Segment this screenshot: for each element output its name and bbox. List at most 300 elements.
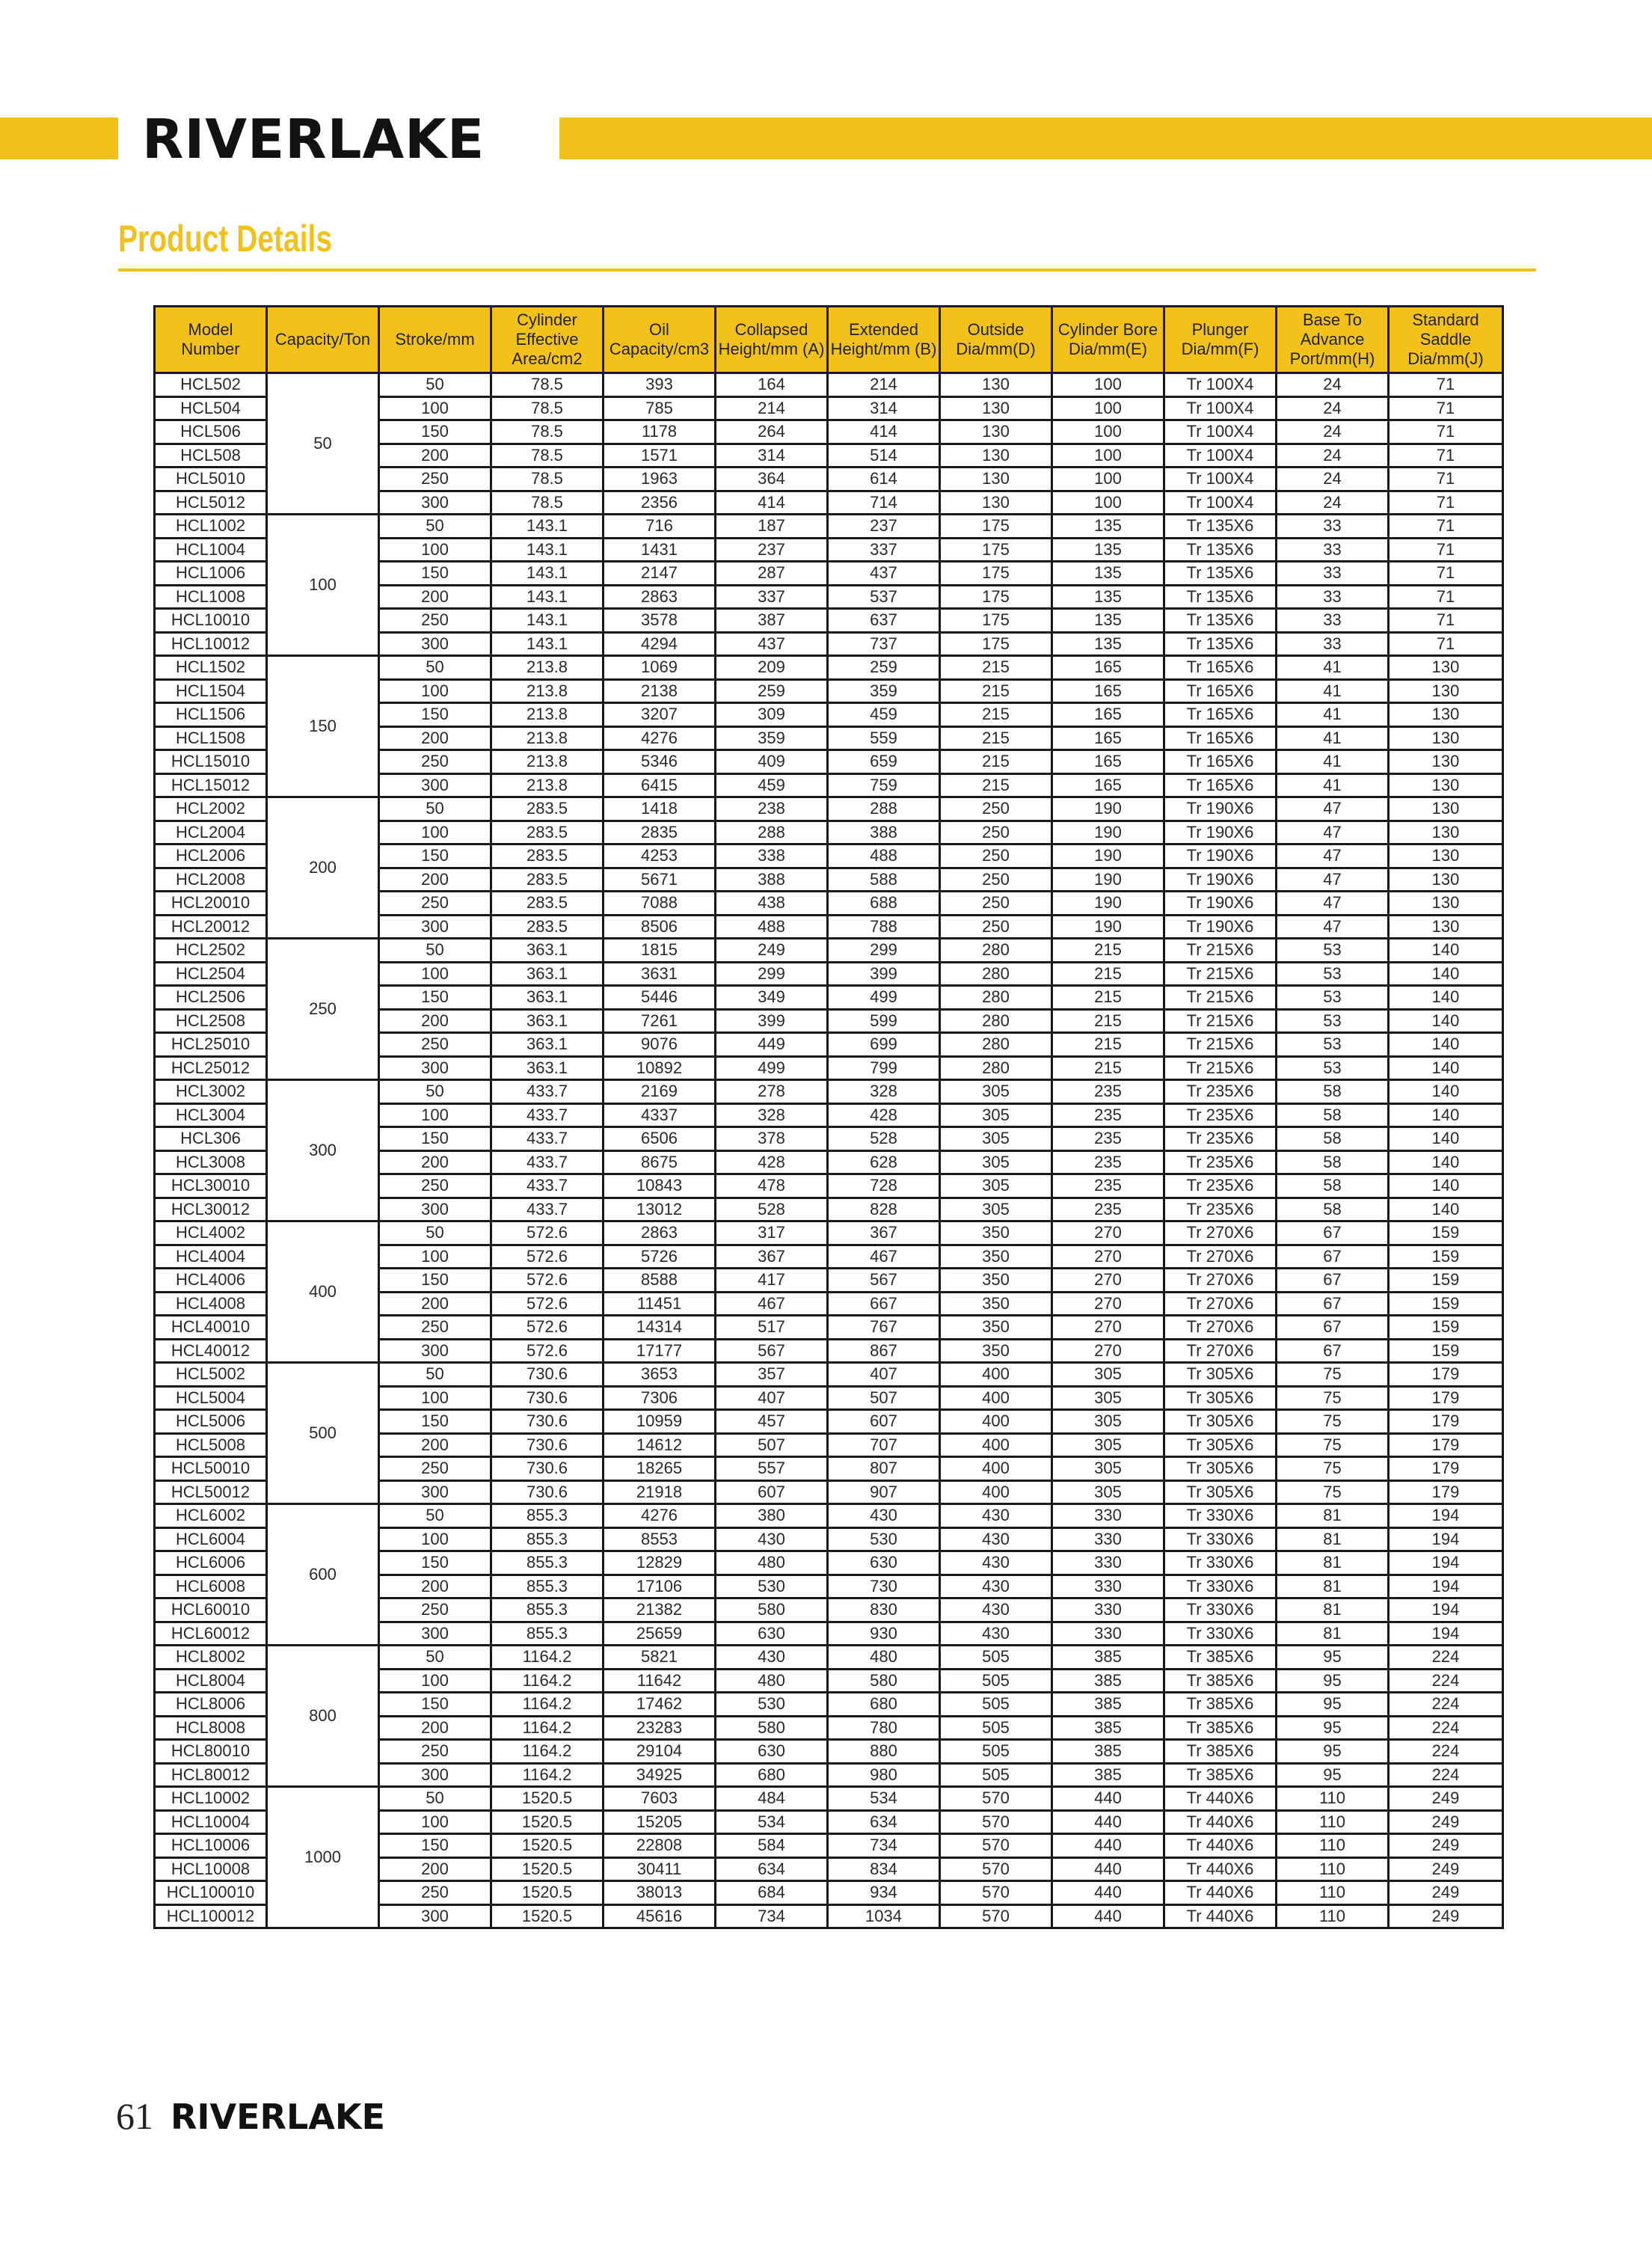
cell-capacity: 50	[267, 373, 379, 515]
cell-collapsed-height: 214	[716, 396, 828, 420]
cell-base-to-port: 24	[1277, 491, 1389, 515]
cell-oil-capacity: 11451	[604, 1292, 716, 1316]
cell-saddle-dia: 130	[1389, 656, 1503, 680]
cell-outside-dia: 130	[940, 491, 1052, 515]
cell-base-to-port: 81	[1277, 1598, 1389, 1622]
cell-outside-dia: 280	[940, 939, 1052, 963]
cell-plunger-dia: Tr 165X6	[1164, 656, 1277, 680]
cell-effective-area: 572.6	[491, 1221, 604, 1245]
cell-outside-dia: 430	[940, 1575, 1052, 1598]
cell-extended-height: 659	[828, 750, 940, 774]
cell-bore-dia: 165	[1052, 679, 1164, 703]
cell-outside-dia: 505	[940, 1646, 1052, 1670]
cell-base-to-port: 47	[1277, 915, 1389, 939]
cell-collapsed-height: 457	[716, 1410, 828, 1434]
cell-outside-dia: 430	[940, 1527, 1052, 1551]
cell-model-number: HCL1502	[155, 656, 267, 680]
cell-saddle-dia: 224	[1389, 1669, 1503, 1693]
table-row	[155, 515, 1503, 539]
cell-bore-dia: 215	[1052, 1009, 1164, 1033]
cell-extended-height: 828	[828, 1198, 940, 1221]
cell-model-number: HCL1004	[155, 538, 267, 562]
cell-collapsed-height: 278	[716, 1080, 828, 1104]
cell-stroke: 150	[379, 1127, 491, 1151]
cell-bore-dia: 165	[1052, 703, 1164, 727]
cell-plunger-dia: Tr 385X6	[1164, 1716, 1277, 1740]
cell-plunger-dia: Tr 235X6	[1164, 1150, 1277, 1174]
cell-model-number: HCL502	[155, 373, 267, 397]
cell-base-to-port: 24	[1277, 373, 1389, 397]
cell-saddle-dia: 130	[1389, 703, 1503, 727]
cell-effective-area: 78.5	[491, 491, 604, 515]
cell-plunger-dia: Tr 330X6	[1164, 1575, 1277, 1598]
cell-oil-capacity: 14612	[604, 1433, 716, 1457]
cell-collapsed-height: 407	[716, 1386, 828, 1410]
cell-base-to-port: 67	[1277, 1221, 1389, 1245]
cell-base-to-port: 67	[1277, 1245, 1389, 1269]
cell-oil-capacity: 716	[604, 515, 716, 539]
cell-oil-capacity: 25659	[604, 1622, 716, 1646]
cell-bore-dia: 385	[1052, 1740, 1164, 1764]
cell-extended-height: 628	[828, 1150, 940, 1174]
cell-model-number: HCL60012	[155, 1622, 267, 1646]
cell-collapsed-height: 388	[716, 868, 828, 892]
cell-bore-dia: 385	[1052, 1669, 1164, 1693]
cell-collapsed-height: 459	[716, 773, 828, 797]
cell-effective-area: 1520.5	[491, 1904, 604, 1928]
cell-stroke: 150	[379, 844, 491, 868]
cell-extended-height: 680	[828, 1693, 940, 1717]
cell-oil-capacity: 4337	[604, 1103, 716, 1127]
cell-collapsed-height: 528	[716, 1198, 828, 1221]
cell-saddle-dia: 71	[1389, 632, 1503, 656]
cell-outside-dia: 215	[940, 773, 1052, 797]
cell-collapsed-height: 287	[716, 562, 828, 586]
cell-extended-height: 637	[828, 609, 940, 633]
cell-saddle-dia: 71	[1389, 538, 1503, 562]
cell-saddle-dia: 159	[1389, 1316, 1503, 1340]
table-header-row	[155, 307, 1503, 373]
cell-outside-dia: 280	[940, 1033, 1052, 1057]
cell-effective-area: 730.6	[491, 1457, 604, 1481]
cell-plunger-dia: Tr 385X6	[1164, 1693, 1277, 1717]
cell-collapsed-height: 734	[716, 1904, 828, 1928]
cell-extended-height: 634	[828, 1810, 940, 1834]
cell-effective-area: 572.6	[491, 1245, 604, 1269]
cell-capacity: 400	[267, 1221, 379, 1363]
cell-saddle-dia: 249	[1389, 1857, 1503, 1881]
cell-base-to-port: 110	[1277, 1857, 1389, 1881]
cell-extended-height: 459	[828, 703, 940, 727]
cell-base-to-port: 95	[1277, 1740, 1389, 1764]
cell-base-to-port: 33	[1277, 609, 1389, 633]
cell-extended-height: 367	[828, 1221, 940, 1245]
cell-base-to-port: 75	[1277, 1363, 1389, 1387]
cell-bore-dia: 190	[1052, 821, 1164, 844]
cell-outside-dia: 280	[940, 986, 1052, 1010]
table-row	[155, 1221, 1503, 1245]
cell-model-number: HCL10010	[155, 609, 267, 633]
cell-oil-capacity: 1571	[604, 444, 716, 468]
cell-outside-dia: 280	[940, 962, 1052, 986]
cell-extended-height: 688	[828, 892, 940, 916]
cell-outside-dia: 505	[940, 1740, 1052, 1764]
cell-stroke: 300	[379, 1904, 491, 1928]
cell-outside-dia: 570	[940, 1904, 1052, 1928]
cell-saddle-dia: 140	[1389, 1150, 1503, 1174]
cell-bore-dia: 100	[1052, 420, 1164, 444]
cell-stroke: 250	[379, 750, 491, 774]
cell-effective-area: 1164.2	[491, 1716, 604, 1740]
cell-stroke: 100	[379, 1527, 491, 1551]
cell-collapsed-height: 309	[716, 703, 828, 727]
product-spec-table	[153, 305, 1504, 1929]
cell-model-number: HCL2008	[155, 868, 267, 892]
cell-collapsed-height: 409	[716, 750, 828, 774]
cell-oil-capacity: 21382	[604, 1598, 716, 1622]
cell-model-number: HCL25012	[155, 1056, 267, 1080]
cell-outside-dia: 215	[940, 750, 1052, 774]
cell-bore-dia: 440	[1052, 1881, 1164, 1905]
header-accent-bar-left	[0, 117, 118, 159]
cell-effective-area: 855.3	[491, 1598, 604, 1622]
cell-effective-area: 572.6	[491, 1292, 604, 1316]
cell-outside-dia: 130	[940, 420, 1052, 444]
cell-collapsed-height: 209	[716, 656, 828, 680]
cell-plunger-dia: Tr 235X6	[1164, 1127, 1277, 1151]
cell-collapsed-height: 317	[716, 1221, 828, 1245]
cell-oil-capacity: 3578	[604, 609, 716, 633]
cell-model-number: HCL8008	[155, 1716, 267, 1740]
cell-saddle-dia: 140	[1389, 1080, 1503, 1104]
cell-saddle-dia: 140	[1389, 962, 1503, 986]
cell-plunger-dia: Tr 235X6	[1164, 1080, 1277, 1104]
cell-model-number: HCL15010	[155, 750, 267, 774]
cell-stroke: 150	[379, 1834, 491, 1858]
cell-bore-dia: 215	[1052, 962, 1164, 986]
cell-saddle-dia: 179	[1389, 1386, 1503, 1410]
cell-effective-area: 1164.2	[491, 1669, 604, 1693]
cell-model-number: HCL2504	[155, 962, 267, 986]
cell-effective-area: 1164.2	[491, 1740, 604, 1764]
cell-saddle-dia: 71	[1389, 609, 1503, 633]
cell-stroke: 250	[379, 1033, 491, 1057]
cell-saddle-dia: 159	[1389, 1292, 1503, 1316]
cell-stroke: 300	[379, 632, 491, 656]
cell-effective-area: 855.3	[491, 1622, 604, 1646]
cell-stroke: 300	[379, 1622, 491, 1646]
cell-stroke: 150	[379, 1269, 491, 1293]
cell-plunger-dia: Tr 165X6	[1164, 773, 1277, 797]
cell-outside-dia: 570	[940, 1834, 1052, 1858]
cell-extended-height: 567	[828, 1269, 940, 1293]
cell-bore-dia: 235	[1052, 1103, 1164, 1127]
cell-plunger-dia: Tr 215X6	[1164, 986, 1277, 1010]
cell-extended-height: 288	[828, 797, 940, 821]
cell-extended-height: 328	[828, 1080, 940, 1104]
cell-plunger-dia: Tr 270X6	[1164, 1316, 1277, 1340]
cell-extended-height: 880	[828, 1740, 940, 1764]
cell-oil-capacity: 3207	[604, 703, 716, 727]
cell-bore-dia: 135	[1052, 538, 1164, 562]
cell-bore-dia: 100	[1052, 444, 1164, 468]
cell-outside-dia: 305	[940, 1174, 1052, 1198]
cell-model-number: HCL8004	[155, 1669, 267, 1693]
cell-extended-height: 388	[828, 821, 940, 844]
cell-stroke: 100	[379, 821, 491, 844]
cell-outside-dia: 250	[940, 797, 1052, 821]
cell-plunger-dia: Tr 190X6	[1164, 868, 1277, 892]
cell-base-to-port: 110	[1277, 1787, 1389, 1811]
cell-oil-capacity: 3631	[604, 962, 716, 986]
cell-extended-height: 559	[828, 726, 940, 750]
cell-collapsed-height: 378	[716, 1127, 828, 1151]
cell-base-to-port: 53	[1277, 939, 1389, 963]
cell-base-to-port: 95	[1277, 1763, 1389, 1787]
cell-oil-capacity: 13012	[604, 1198, 716, 1221]
cell-stroke: 200	[379, 585, 491, 609]
cell-stroke: 200	[379, 1150, 491, 1174]
cell-bore-dia: 100	[1052, 491, 1164, 515]
cell-stroke: 50	[379, 515, 491, 539]
cell-saddle-dia: 179	[1389, 1457, 1503, 1481]
cell-plunger-dia: Tr 135X6	[1164, 515, 1277, 539]
cell-effective-area: 730.6	[491, 1480, 604, 1504]
cell-collapsed-height: 478	[716, 1174, 828, 1198]
cell-oil-capacity: 30411	[604, 1857, 716, 1881]
cell-model-number: HCL6006	[155, 1551, 267, 1575]
cell-model-number: HCL20010	[155, 892, 267, 916]
cell-plunger-dia: Tr 385X6	[1164, 1763, 1277, 1787]
cell-oil-capacity: 5346	[604, 750, 716, 774]
cell-effective-area: 1164.2	[491, 1646, 604, 1670]
cell-bore-dia: 385	[1052, 1716, 1164, 1740]
cell-extended-height: 799	[828, 1056, 940, 1080]
cell-stroke: 50	[379, 1080, 491, 1104]
cell-stroke: 50	[379, 373, 491, 397]
cell-model-number: HCL15012	[155, 773, 267, 797]
cell-bore-dia: 440	[1052, 1857, 1164, 1881]
cell-effective-area: 143.1	[491, 585, 604, 609]
cell-effective-area: 213.8	[491, 750, 604, 774]
cell-stroke: 300	[379, 1339, 491, 1363]
cell-effective-area: 363.1	[491, 1033, 604, 1057]
cell-bore-dia: 215	[1052, 939, 1164, 963]
cell-saddle-dia: 249	[1389, 1787, 1503, 1811]
cell-model-number: HCL8006	[155, 1693, 267, 1717]
cell-stroke: 250	[379, 1174, 491, 1198]
cell-bore-dia: 190	[1052, 844, 1164, 868]
cell-extended-height: 507	[828, 1386, 940, 1410]
header-capacity: Capacity/Ton	[267, 307, 379, 373]
cell-extended-height: 488	[828, 844, 940, 868]
cell-effective-area: 572.6	[491, 1269, 604, 1293]
cell-extended-height: 730	[828, 1575, 940, 1598]
cell-stroke: 300	[379, 915, 491, 939]
header-accent-bar-right	[559, 117, 1652, 159]
cell-base-to-port: 24	[1277, 444, 1389, 468]
cell-effective-area: 1164.2	[491, 1693, 604, 1717]
cell-effective-area: 213.8	[491, 679, 604, 703]
cell-extended-height: 699	[828, 1033, 940, 1057]
cell-effective-area: 143.1	[491, 632, 604, 656]
cell-outside-dia: 570	[940, 1881, 1052, 1905]
cell-plunger-dia: Tr 135X6	[1164, 609, 1277, 633]
cell-extended-height: 734	[828, 1834, 940, 1858]
cell-stroke: 250	[379, 609, 491, 633]
cell-plunger-dia: Tr 100X4	[1164, 373, 1277, 397]
cell-oil-capacity: 15205	[604, 1810, 716, 1834]
cell-oil-capacity: 5821	[604, 1646, 716, 1670]
cell-saddle-dia: 130	[1389, 750, 1503, 774]
cell-plunger-dia: Tr 215X6	[1164, 1033, 1277, 1057]
cell-saddle-dia: 130	[1389, 844, 1503, 868]
cell-base-to-port: 53	[1277, 1056, 1389, 1080]
cell-stroke: 50	[379, 797, 491, 821]
cell-collapsed-height: 238	[716, 797, 828, 821]
header-extended-height: Extended Height/mm (B)	[828, 307, 940, 373]
cell-saddle-dia: 130	[1389, 726, 1503, 750]
cell-model-number: HCL2508	[155, 1009, 267, 1033]
cell-plunger-dia: Tr 385X6	[1164, 1646, 1277, 1670]
cell-base-to-port: 75	[1277, 1433, 1389, 1457]
cell-saddle-dia: 159	[1389, 1245, 1503, 1269]
cell-base-to-port: 75	[1277, 1457, 1389, 1481]
cell-stroke: 300	[379, 1763, 491, 1787]
cell-collapsed-height: 299	[716, 962, 828, 986]
cell-outside-dia: 130	[940, 396, 1052, 420]
header-outside-dia: Outside Dia/mm(D)	[940, 307, 1052, 373]
cell-stroke: 100	[379, 1810, 491, 1834]
cell-extended-height: 528	[828, 1127, 940, 1151]
cell-collapsed-height: 437	[716, 632, 828, 656]
cell-plunger-dia: Tr 165X6	[1164, 679, 1277, 703]
cell-model-number: HCL3008	[155, 1150, 267, 1174]
cell-stroke: 100	[379, 396, 491, 420]
cell-stroke: 250	[379, 1457, 491, 1481]
cell-model-number: HCL504	[155, 396, 267, 420]
cell-bore-dia: 135	[1052, 515, 1164, 539]
cell-model-number: HCL6004	[155, 1527, 267, 1551]
cell-stroke: 250	[379, 1316, 491, 1340]
header-bore-dia: Cylinder Bore Dia/mm(E)	[1052, 307, 1164, 373]
cell-bore-dia: 270	[1052, 1269, 1164, 1293]
cell-outside-dia: 350	[940, 1316, 1052, 1340]
cell-base-to-port: 53	[1277, 1009, 1389, 1033]
cell-oil-capacity: 17106	[604, 1575, 716, 1598]
cell-extended-height: 728	[828, 1174, 940, 1198]
cell-saddle-dia: 71	[1389, 373, 1503, 397]
cell-plunger-dia: Tr 235X6	[1164, 1174, 1277, 1198]
cell-bore-dia: 100	[1052, 373, 1164, 397]
cell-bore-dia: 190	[1052, 915, 1164, 939]
cell-model-number: HCL4008	[155, 1292, 267, 1316]
cell-bore-dia: 385	[1052, 1646, 1164, 1670]
cell-plunger-dia: Tr 270X6	[1164, 1292, 1277, 1316]
cell-bore-dia: 305	[1052, 1410, 1164, 1434]
cell-oil-capacity: 2147	[604, 562, 716, 586]
cell-bore-dia: 135	[1052, 609, 1164, 633]
cell-extended-height: 299	[828, 939, 940, 963]
cell-bore-dia: 330	[1052, 1575, 1164, 1598]
cell-collapsed-height: 567	[716, 1339, 828, 1363]
cell-saddle-dia: 159	[1389, 1339, 1503, 1363]
cell-extended-height: 607	[828, 1410, 940, 1434]
cell-collapsed-height: 467	[716, 1292, 828, 1316]
cell-model-number: HCL20012	[155, 915, 267, 939]
cell-plunger-dia: Tr 270X6	[1164, 1339, 1277, 1363]
cell-saddle-dia: 71	[1389, 515, 1503, 539]
cell-effective-area: 213.8	[491, 773, 604, 797]
cell-base-to-port: 81	[1277, 1551, 1389, 1575]
cell-oil-capacity: 2138	[604, 679, 716, 703]
cell-plunger-dia: Tr 330X6	[1164, 1504, 1277, 1528]
cell-oil-capacity: 1963	[604, 468, 716, 491]
cell-outside-dia: 130	[940, 373, 1052, 397]
cell-base-to-port: 58	[1277, 1198, 1389, 1221]
cell-extended-height: 759	[828, 773, 940, 797]
cell-outside-dia: 215	[940, 679, 1052, 703]
cell-stroke: 200	[379, 444, 491, 468]
cell-collapsed-height: 517	[716, 1316, 828, 1340]
cell-saddle-dia: 130	[1389, 915, 1503, 939]
cell-saddle-dia: 159	[1389, 1221, 1503, 1245]
cell-collapsed-height: 480	[716, 1669, 828, 1693]
cell-collapsed-height: 488	[716, 915, 828, 939]
cell-extended-height: 407	[828, 1363, 940, 1387]
cell-extended-height: 780	[828, 1716, 940, 1740]
cell-model-number: HCL2006	[155, 844, 267, 868]
cell-saddle-dia: 194	[1389, 1575, 1503, 1598]
cell-base-to-port: 53	[1277, 962, 1389, 986]
cell-plunger-dia: Tr 190X6	[1164, 821, 1277, 844]
cell-saddle-dia: 140	[1389, 1009, 1503, 1033]
cell-plunger-dia: Tr 330X6	[1164, 1598, 1277, 1622]
cell-extended-height: 414	[828, 420, 940, 444]
cell-bore-dia: 385	[1052, 1693, 1164, 1717]
cell-oil-capacity: 4294	[604, 632, 716, 656]
cell-saddle-dia: 71	[1389, 585, 1503, 609]
cell-plunger-dia: Tr 305X6	[1164, 1457, 1277, 1481]
cell-model-number: HCL10004	[155, 1810, 267, 1834]
cell-oil-capacity: 21918	[604, 1480, 716, 1504]
cell-outside-dia: 305	[940, 1080, 1052, 1104]
cell-base-to-port: 41	[1277, 656, 1389, 680]
cell-bore-dia: 190	[1052, 892, 1164, 916]
table-row	[155, 1787, 1503, 1811]
cell-bore-dia: 270	[1052, 1292, 1164, 1316]
cell-oil-capacity: 10892	[604, 1056, 716, 1080]
cell-stroke: 200	[379, 1857, 491, 1881]
cell-outside-dia: 175	[940, 562, 1052, 586]
table-row	[155, 1080, 1503, 1104]
cell-collapsed-height: 314	[716, 444, 828, 468]
cell-collapsed-height: 607	[716, 1480, 828, 1504]
cell-effective-area: 78.5	[491, 468, 604, 491]
cell-model-number: HCL80012	[155, 1763, 267, 1787]
cell-base-to-port: 41	[1277, 703, 1389, 727]
cell-plunger-dia: Tr 135X6	[1164, 585, 1277, 609]
cell-base-to-port: 110	[1277, 1904, 1389, 1928]
cell-stroke: 100	[379, 1386, 491, 1410]
cell-oil-capacity: 2863	[604, 585, 716, 609]
cell-bore-dia: 330	[1052, 1598, 1164, 1622]
cell-effective-area: 143.1	[491, 538, 604, 562]
cell-capacity: 300	[267, 1080, 379, 1221]
cell-oil-capacity: 3653	[604, 1363, 716, 1387]
cell-effective-area: 283.5	[491, 915, 604, 939]
cell-model-number: HCL5002	[155, 1363, 267, 1387]
